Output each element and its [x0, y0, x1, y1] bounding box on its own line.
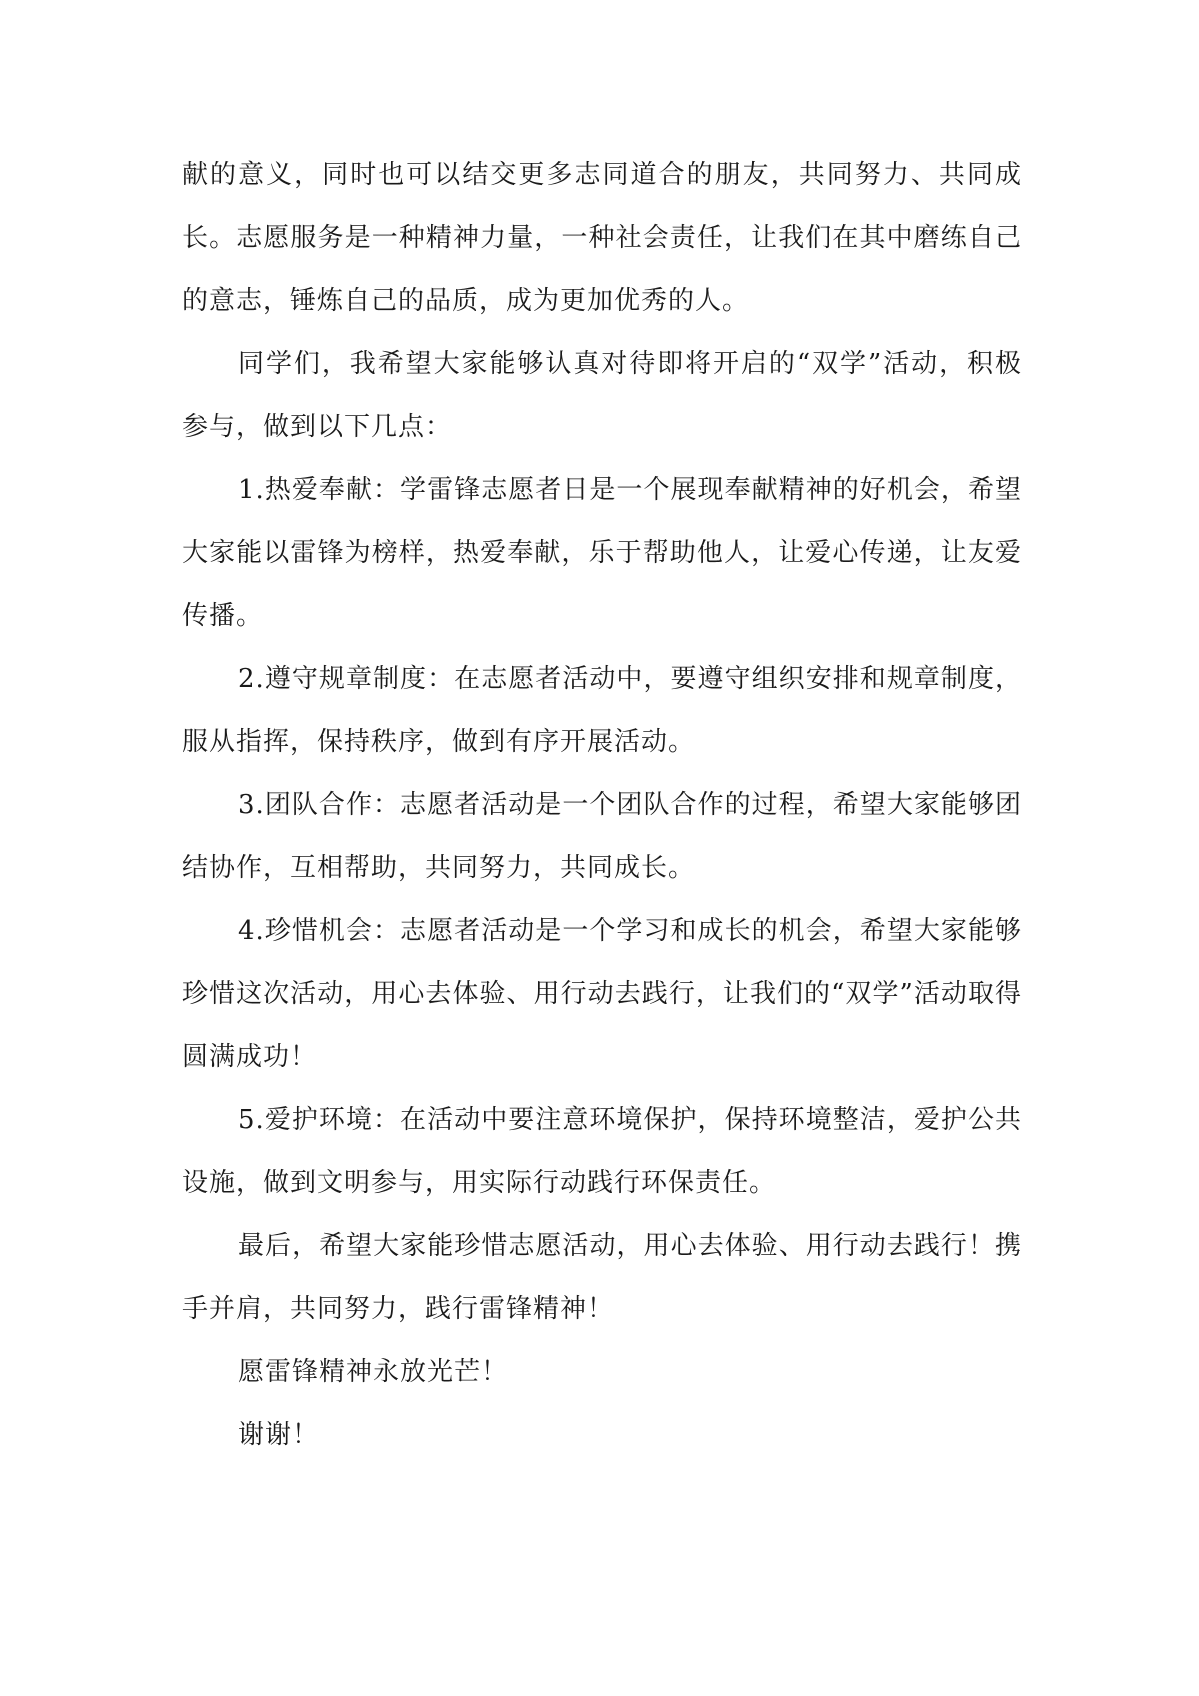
paragraph-wish: 愿雷锋精神永放光芒！ [238, 1357, 509, 1387]
paragraph-appeal: 同学们，我希望大家能够认真对待即将开启的“双学”活动，积极参与，做到以下几点： [182, 349, 1022, 442]
list-item-4: 4.珍惜机会：志愿者活动是一个学习和成长的机会，希望大家能够珍惜这次活动，用心去体验、用行动去践行，让我们的“双学”活动取得圆满成功！ [182, 916, 1022, 1072]
list-item-3: 3.团队合作：志愿者活动是一个团队合作的过程，希望大家能够团结协作，互相帮助，共同努力，共同成长。 [182, 790, 1022, 883]
list-item-5: 5.爱护环境：在活动中要注意环境保护，保持环境整洁，爱护公共设施，做到文明参与，用实际行动践行环保责任。 [182, 1105, 1022, 1198]
paragraph-continuation: 献的意义，同时也可以结交更多志同道合的朋友，共同努力、共同成长。志愿服务是一种精神力量，一种社会责任，让我们在其中磨练自己的意志，锤炼自己的品质，成为更加优秀的人。 [182, 160, 1022, 316]
paragraph-closing: 最后，希望大家能珍惜志愿活动，用心去体验、用行动去践行！携手并肩，共同努力，践行雷锋精神！ [182, 1231, 1022, 1324]
document-body [182, 144, 1022, 1467]
list-item-2: 2.遵守规章制度：在志愿者活动中，要遵守组织安排和规章制度，服从指挥，保持秩序，做到有序开展活动。 [182, 664, 1022, 757]
list-item-1: 1.热爱奉献：学雷锋志愿者日是一个展现奉献精神的好机会，希望大家能以雷锋为榜样，热爱奉献，乐于帮助他人，让爱心传递，让友爱传播。 [182, 475, 1022, 631]
paragraph-thanks: 谢谢！ [238, 1420, 320, 1450]
